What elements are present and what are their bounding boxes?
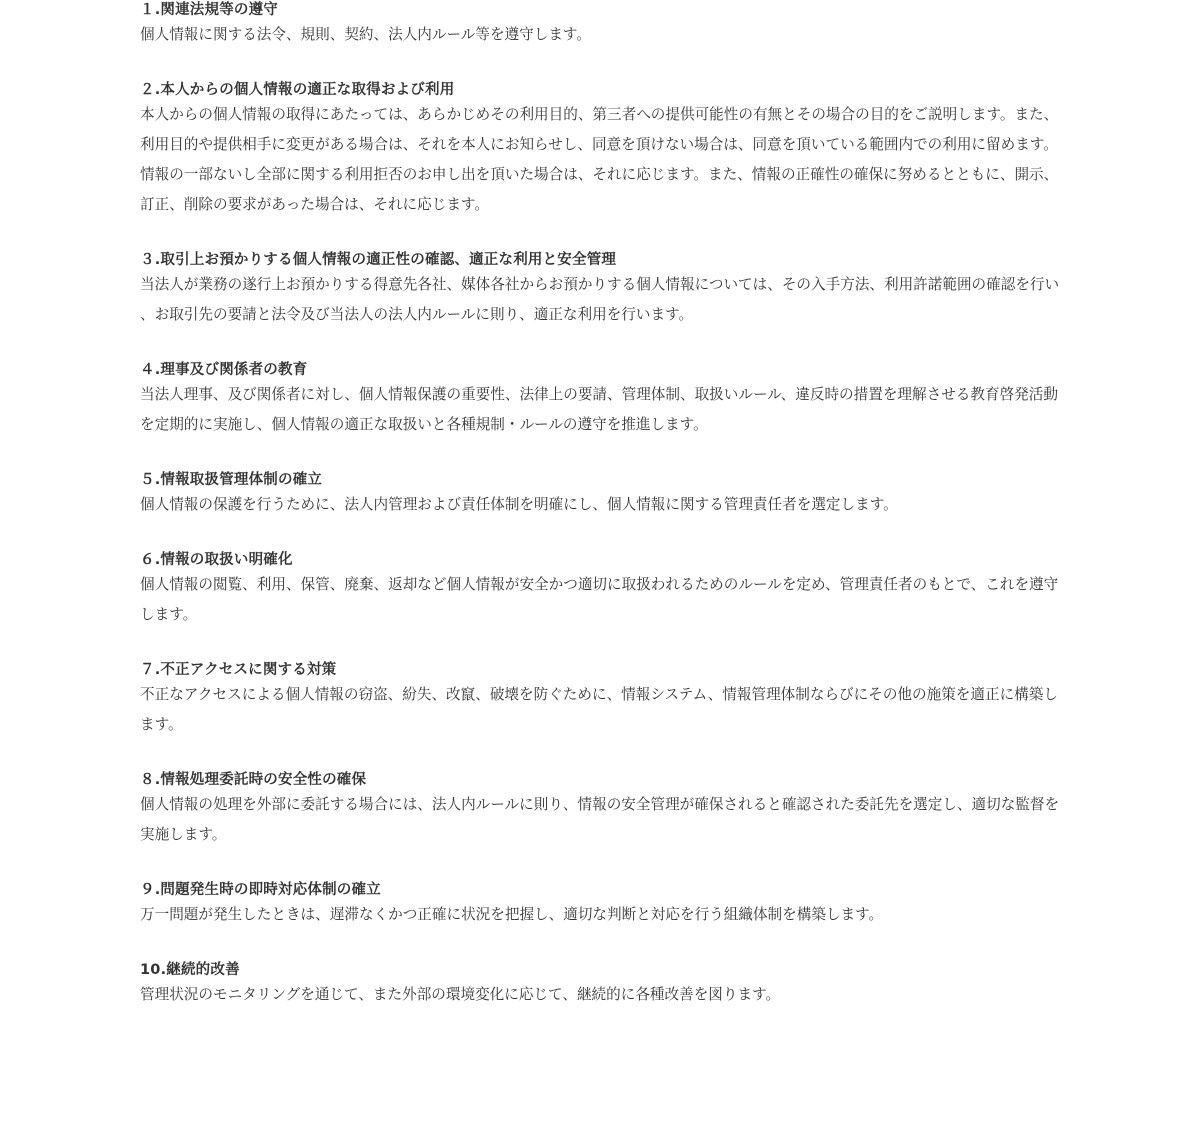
- policy-section-9: [140, 880, 1065, 930]
- section-body: 不正なアクセスによる個人情報の窃盗、紛失、改竄、破壊を防ぐために、情報システム、情報管理体制ならびにその他の施策を適正に構築します。: [140, 686, 1058, 733]
- section-heading: 10.継続的改善: [140, 962, 240, 978]
- policy-section-8: [140, 770, 1065, 850]
- section-heading: ８.情報処理委託時の安全性の確保: [140, 772, 367, 788]
- section-heading: ３.取引上お預かりする個人情報の適正性の確認、適正な利用と安全管理: [140, 252, 617, 268]
- section-heading: １.関連法規等の遵守: [140, 2, 279, 18]
- policy-section-3: [140, 250, 1065, 330]
- section-heading: ６.情報の取扱い明確化: [140, 552, 293, 568]
- policy-list: [140, 0, 1065, 1040]
- policy-section-1: [140, 0, 1065, 50]
- section-heading: ５.情報取扱管理体制の確立: [140, 472, 323, 488]
- policy-section-4: [140, 360, 1065, 440]
- policy-section-6: [140, 550, 1065, 630]
- section-body: 当法人が業務の遂行上お預かりする得意先各社、媒体各社からお預かりする個人情報については、その入手方法、利用許諾範囲の確認を行い、お取引先の要請と法令及び当法人の法人内ルールに則り、適正な利用を行います。: [140, 276, 1060, 323]
- section-body: 個人情報の保護を行うために、法人内管理および責任体制を明確にし、個人情報に関する管理責任者を選定します。: [140, 496, 898, 513]
- policy-section-10: [140, 960, 1065, 1010]
- section-heading: ４.理事及び関係者の教育: [140, 362, 308, 378]
- policy-section-5: [140, 470, 1065, 520]
- section-body: 本人からの個人情報の取得にあたっては、あらかじめその利用目的、第三者への提供可能性の有無とその場合の目的をご説明します。また、利用目的や提供相手に変更がある場合は、それを本人にお知らせし、同意を頂けない場合は、同意を頂いている範囲内での利用に留めます。情報の一部ないし全部に関する利用拒否のお申し出を頂いた場合は、それに応じます。また、情報の正確性の確保に努めるとともに、開示、訂正、削除の要求があった場合は、それに応じます。: [140, 106, 1059, 213]
- policy-section-7: [140, 660, 1065, 740]
- section-body: 個人情報に関する法令、規則、契約、法人内ルール等を遵守します。: [140, 26, 591, 43]
- section-body: 個人情報の閲覧、利用、保管、廃棄、返却など個人情報が安全かつ適切に取扱われるためのルールを定め、管理責任者のもとで、これを遵守します。: [140, 576, 1059, 623]
- section-body: 個人情報の処理を外部に委託する場合には、法人内ルールに則り、情報の安全管理が確保されると確認された委託先を選定し、適切な監督を実施します。: [140, 796, 1060, 843]
- section-body: 当法人理事、及び関係者に対し、個人情報保護の重要性、法律上の要請、管理体制、取扱いルール、違反時の措置を理解させる教育啓発活動を定期的に実施し、個人情報の適正な取扱いと各種規制・ルールの遵守を推進します。: [140, 386, 1058, 433]
- section-heading: ７.不正アクセスに関する対策: [140, 662, 337, 678]
- section-body: 万一問題が発生したときは、遅滞なくかつ正確に状況を把握し、適切な判断と対応を行う組織体制を構築します。: [140, 906, 884, 923]
- section-body: 管理状況のモニタリングを通じて、また外部の環境変化に応じて、継続的に各種改善を図ります。: [140, 986, 781, 1003]
- section-heading: ２.本人からの個人情報の適正な取得および利用: [140, 82, 455, 98]
- policy-section-2: [140, 80, 1065, 220]
- section-heading: ９.問題発生時の即時対応体制の確立: [140, 882, 381, 898]
